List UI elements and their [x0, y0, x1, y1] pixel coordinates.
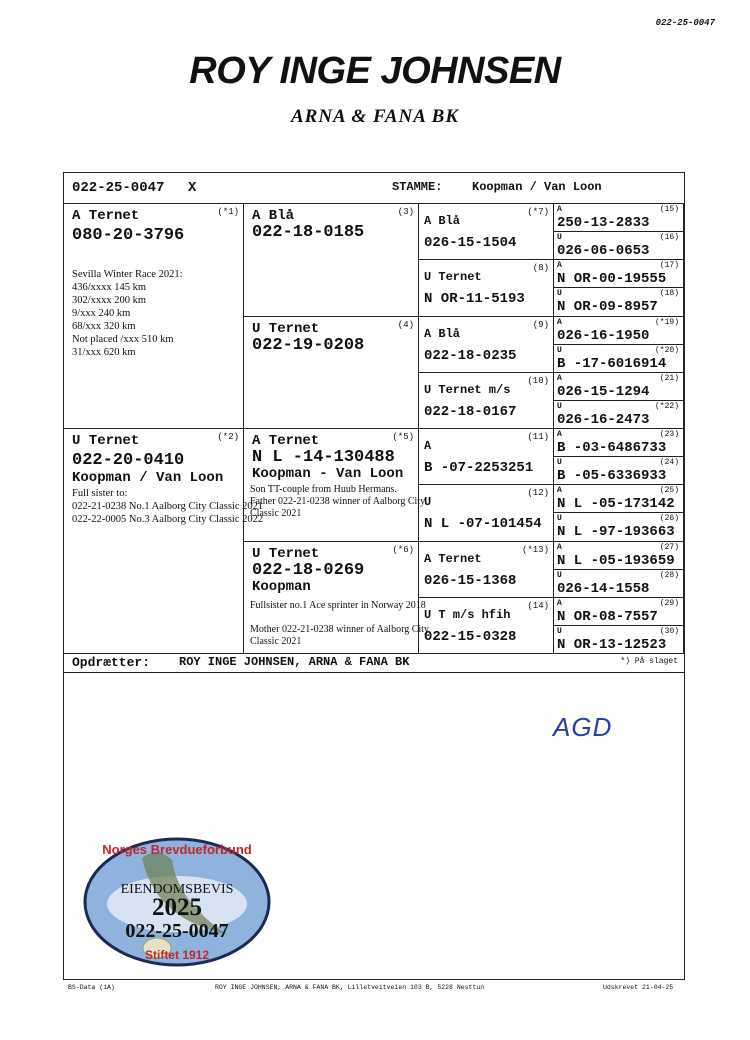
ref-number: (3) [397, 207, 414, 217]
notes: Sevilla Winter Race 2021: 436/xxxx 145 km 302/xxxx 200 km 9/xxx 240 km 68/xxx 320 km Not placed /xxx 510 km 31/xxx 620 km [72, 269, 183, 358]
seal-title: EIENDOMSBEVIS [120, 882, 234, 897]
sex: U [557, 458, 562, 468]
ring-number: 022-19-0208 [252, 335, 365, 355]
seal-year: 2025 [152, 894, 202, 921]
ref-number: (16) [659, 233, 679, 243]
ring-number: B -05-6336933 [557, 468, 667, 485]
pedigree-header [64, 173, 684, 204]
ref-number: (*6) [392, 544, 414, 555]
ring-number: N L -07-101454 [424, 516, 542, 533]
gen3-cell[interactable] [419, 542, 554, 598]
gen4-cell[interactable] [554, 345, 684, 373]
ring-number: 026-14-1558 [557, 580, 650, 597]
gen4-cell[interactable] [554, 373, 684, 401]
ring-number: N OR-09-8957 [557, 299, 658, 316]
sex-color: A Ternet [72, 208, 140, 224]
ref-number: (28) [659, 570, 679, 580]
sex: U [557, 345, 562, 355]
sex: A [557, 598, 562, 608]
ring-number: N OR-13-12523 [557, 636, 667, 653]
handwritten-initials: AGD [553, 712, 613, 742]
ref-number: (27) [659, 542, 679, 552]
ref-number: (26) [659, 514, 679, 524]
breeder-value: ROY INGE JOHNSEN, ARNA & FANA BK [179, 655, 410, 669]
seal-founded: Stiftet 1912 [144, 948, 210, 962]
gen3-cell[interactable] [419, 317, 554, 373]
sex: U [557, 626, 562, 636]
breeder-label: Opdrætter: [72, 655, 151, 670]
sex-color: A [424, 439, 432, 453]
gen4-cell[interactable] [554, 232, 684, 260]
footer-right: Udskrevet 21-04-25 [603, 984, 674, 991]
gen3-cell[interactable] [419, 429, 554, 485]
footer-left: BS-Data (1A) [68, 984, 115, 991]
sex: A [557, 373, 562, 383]
bird-sex: X [188, 180, 197, 196]
sex-color: A Blå [252, 208, 295, 224]
gen3-cell[interactable] [419, 204, 554, 260]
strain: Koopman [252, 578, 311, 595]
ring-number: N L -97-193663 [557, 524, 675, 541]
gen4-cell[interactable] [554, 542, 684, 570]
ring-number: B -03-6486733 [557, 440, 667, 456]
ring-number: 026-15-1368 [424, 572, 517, 589]
pedigree-table [63, 172, 685, 673]
parent-cell[interactable] [64, 204, 244, 429]
club-name: ARNA & FANA BK [290, 106, 459, 127]
sex-color: U Ternet m/s [424, 382, 511, 397]
owner-name: ROY INGE JOHNSEN [189, 50, 561, 92]
sex: U [557, 514, 562, 524]
strain-label: STAMME: [392, 180, 443, 194]
gen4-cell[interactable] [554, 429, 684, 457]
ref-number: (*13) [521, 544, 549, 555]
grandparent-cell[interactable] [244, 542, 429, 655]
ref-number: (18) [659, 289, 679, 299]
gen4-cell[interactable] [554, 204, 684, 232]
ring-number: 022-18-0269 [252, 560, 365, 580]
sex-color: U Ternet [72, 433, 140, 449]
parent-cell[interactable] [64, 429, 264, 654]
ref-number: (12) [527, 488, 549, 499]
sex-color: U Ternet [424, 270, 482, 285]
sex: U [557, 233, 562, 243]
ref-number: (*7) [527, 207, 549, 217]
gen3-cell[interactable] [419, 485, 554, 541]
gen4-cell[interactable] [554, 288, 684, 316]
gen4-cell[interactable] [554, 317, 684, 345]
notes: Son TT-couple from Huub Hermans. Father 022-21-0238 winner of Aalborg City Classic 2021 [250, 484, 426, 519]
ring-number: N L -05-193659 [557, 552, 675, 569]
ref-number: (8) [532, 263, 549, 274]
ref-number: (10) [527, 375, 549, 386]
ring-number: 026-15-1504 [424, 235, 517, 251]
notes: Full sister to: 022-21-0238 No.1 Aalborg City Classic 2021 022-22-0005 No.3 Aalborg City Classic 2022 [72, 488, 264, 525]
seal-ring: 022-25-0047 [125, 920, 229, 942]
strain: Koopman / Van Loon [72, 470, 224, 486]
ring-number: 022-18-0185 [252, 223, 365, 242]
sex-color: A Ternet [424, 551, 482, 566]
gen3-cell[interactable] [419, 260, 554, 316]
sex: A [557, 261, 562, 271]
gen4-cell[interactable] [554, 401, 684, 429]
ref-number: (25) [659, 486, 679, 496]
sex: A [557, 205, 562, 214]
ref-number: (23) [659, 430, 679, 439]
ref-number: (*2) [217, 432, 239, 442]
strain: Koopman - Van Loon [252, 466, 404, 482]
gen4-cell[interactable] [554, 570, 684, 598]
grandparent-cell[interactable] [244, 204, 419, 317]
ring-number: 022-18-0235 [424, 347, 517, 364]
sex-color: A Blå [424, 326, 461, 341]
ref-number: (9) [532, 319, 549, 330]
sex: A [557, 486, 562, 496]
ring-number: N L -05-173142 [557, 496, 675, 513]
gen4-cell[interactable] [554, 485, 684, 513]
ring-number: B -07-2253251 [424, 460, 534, 476]
ring-number: 080-20-3796 [72, 226, 185, 245]
sex: U [557, 401, 562, 411]
grandparent-cell[interactable] [244, 429, 426, 542]
sex: A [557, 542, 562, 552]
notes: Fullsister no.1 Ace sprinter in Norway 2018 Mother 022-21-0238 winner of Aalborg City Classic 2021 [250, 599, 429, 647]
sex-color: U Ternet [252, 320, 320, 337]
gen4-cell[interactable] [554, 260, 684, 288]
ring-number: 022-15-0328 [424, 628, 517, 645]
ref-number: (17) [659, 261, 679, 271]
ref-number: (*22) [654, 401, 679, 411]
ring-number: B -17-6016914 [557, 355, 667, 372]
sex-color: A Blå [424, 214, 461, 228]
gen3-cell[interactable] [419, 598, 554, 654]
gen4-cell[interactable] [554, 457, 684, 485]
bird-ring: 022-25-0047 [72, 180, 165, 196]
sex: U [557, 289, 562, 299]
ring-number: N L -14-130488 [252, 448, 395, 467]
sex: U [557, 570, 562, 580]
breeder-row [64, 654, 684, 672]
ring-number: 022-18-0167 [424, 403, 517, 420]
ref-number: (*5) [392, 432, 414, 442]
ref-number: (29) [659, 598, 679, 608]
sex-color: A Ternet [252, 433, 320, 449]
ref-number: (*1) [217, 207, 239, 217]
sex: A [557, 430, 562, 439]
ring-number: N OR-00-19555 [557, 271, 667, 288]
ref-number: (11) [527, 432, 549, 442]
gen4-cell[interactable] [554, 626, 684, 654]
sex-color: U Ternet [252, 545, 320, 562]
grandparent-cell[interactable] [244, 317, 419, 430]
ring-number: 250-13-2833 [557, 215, 650, 231]
gen4-cell[interactable] [554, 513, 684, 541]
sex-color: U [424, 495, 432, 510]
ref-number: (30) [659, 626, 679, 636]
document-number: 022-25-0047 [655, 18, 715, 28]
legend-note: *) På slaget [620, 657, 678, 666]
ref-number: (21) [659, 373, 679, 383]
ring-number: 022-20-0410 [72, 451, 185, 470]
ref-number: (24) [659, 458, 679, 468]
ref-number: (15) [659, 205, 679, 214]
ring-number: N OR-08-7557 [557, 608, 658, 625]
ring-number: 026-16-2473 [557, 411, 650, 428]
ref-number: (*19) [654, 317, 679, 327]
sex-color: U T m/s hfih [424, 607, 511, 622]
gen4-cell[interactable] [554, 598, 684, 626]
seal-org: Norges Brevdueforbund [102, 842, 252, 857]
gen3-cell[interactable] [419, 373, 554, 429]
sex: A [557, 317, 562, 327]
ring-number: 026-06-0653 [557, 243, 650, 260]
ring-number: N OR-11-5193 [424, 291, 525, 308]
ref-number: (14) [527, 600, 549, 611]
ring-number: 026-15-1294 [557, 383, 650, 400]
ref-number: (*20) [654, 345, 679, 355]
ring-number: 026-16-1950 [557, 327, 650, 344]
ownership-seal [82, 836, 272, 968]
ref-number: (4) [397, 319, 414, 330]
footer-center: ROY INGE JOHNSEN, ARNA & FANA BK, Lilletveitveien 103 B, 5228 Nesttun [215, 984, 485, 991]
strain-value: Koopman / Van Loon [472, 180, 602, 194]
